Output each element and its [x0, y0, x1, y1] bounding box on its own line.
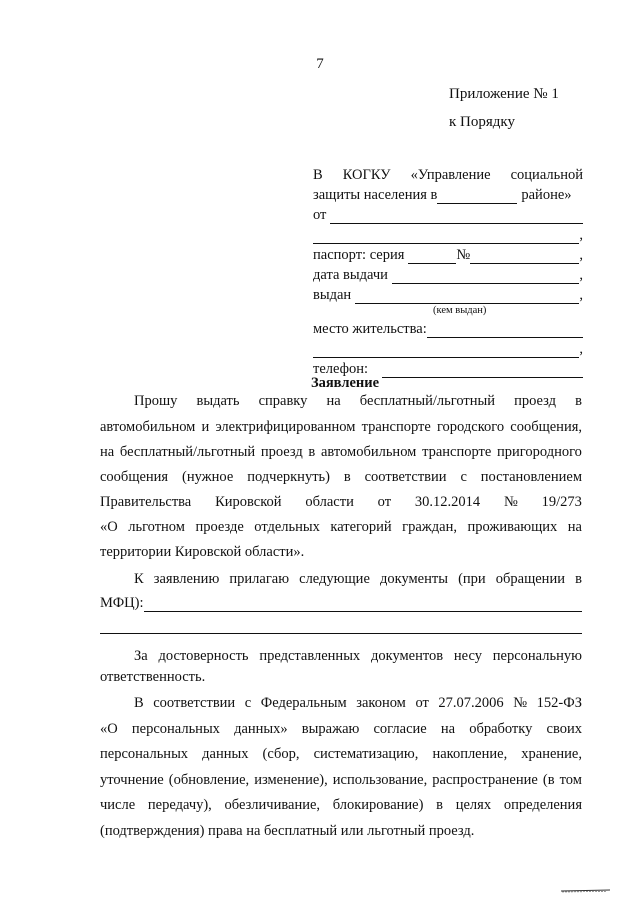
word: обезличивание, — [224, 797, 321, 813]
attachments-field[interactable] — [144, 596, 583, 612]
appendix-subtitle: к Порядку — [449, 114, 515, 130]
word: числе — [100, 797, 136, 813]
word: соответствии — [364, 469, 447, 485]
word: на — [326, 393, 341, 409]
word: обращении — [495, 571, 565, 587]
word: льготном — [128, 519, 185, 535]
residence-line-2 — [313, 338, 583, 358]
paragraph-line — [100, 493, 582, 511]
word: Федеральным — [260, 695, 347, 711]
word: и — [201, 419, 210, 435]
word: 27.07.2006 — [438, 695, 504, 711]
word: (сбор, — [262, 746, 300, 762]
word: Правительства — [100, 494, 192, 510]
addressee-line-2 — [313, 184, 583, 204]
word: законом — [356, 695, 406, 711]
word: блокирование) — [332, 797, 424, 813]
word: следующие — [299, 571, 370, 587]
word: постановлением — [480, 469, 582, 485]
word: прилагаю — [229, 571, 290, 587]
word: от — [377, 494, 392, 510]
word: проезд — [514, 393, 556, 409]
word: в — [343, 469, 351, 485]
word: достоверность — [158, 648, 249, 664]
word: граждан, — [402, 519, 457, 535]
from-line-2 — [313, 224, 583, 244]
word: на — [100, 444, 115, 460]
word: бесплатный/льготный — [119, 444, 256, 460]
word: несу — [453, 648, 482, 664]
word: том — [559, 772, 582, 788]
addressee-word: «Управление — [410, 167, 491, 183]
comma: , — [579, 247, 583, 263]
page-number: 7 — [316, 56, 324, 72]
from-field[interactable] — [330, 208, 583, 224]
comma: , — [579, 267, 583, 283]
from-field-2[interactable] — [313, 228, 579, 244]
paragraph-line — [134, 392, 582, 410]
word: В — [134, 695, 144, 711]
paragraph-line — [100, 518, 582, 536]
word: 19/273 — [541, 494, 582, 510]
paragraph-line — [100, 443, 582, 461]
word: пригородного — [497, 444, 582, 460]
district-label: защиты населения в — [313, 187, 438, 203]
word: на — [567, 519, 582, 535]
word: от — [415, 695, 429, 711]
comma: , — [579, 341, 583, 357]
word: изменение), — [254, 772, 328, 788]
paragraph-line — [134, 570, 582, 588]
issued-by-field[interactable] — [355, 288, 579, 304]
word: транспорте — [422, 444, 492, 460]
word: электрифицированном — [215, 419, 356, 435]
word: определения — [503, 797, 582, 813]
district-field[interactable] — [437, 188, 517, 204]
word: 152-ФЗ — [536, 695, 582, 711]
addressee-word: социальной — [510, 167, 583, 183]
word: персональных — [100, 746, 189, 762]
attachments-label: МФЦ): — [100, 595, 144, 611]
word: транспорте — [361, 419, 431, 435]
word: справку — [258, 393, 308, 409]
paragraph-line: ответственность. — [100, 669, 206, 685]
word: в — [308, 444, 316, 460]
word: данных — [202, 746, 249, 762]
addressee-word: В — [313, 167, 323, 183]
word: персональных — [131, 721, 220, 737]
word: Кировской — [215, 494, 282, 510]
word: представленных — [259, 648, 361, 664]
word: обработку — [469, 721, 533, 737]
residence-field-2[interactable] — [313, 342, 579, 358]
word: (нужное — [182, 469, 234, 485]
word: персональную — [492, 648, 582, 664]
issue-date-line — [313, 264, 583, 284]
paragraph-line — [100, 796, 582, 814]
word: использование, — [332, 772, 428, 788]
residence-line — [313, 318, 583, 338]
word: систематизацию, — [313, 746, 419, 762]
word: отдельных — [254, 519, 320, 535]
word: «О — [100, 721, 118, 737]
word: городского — [436, 419, 505, 435]
paragraph-line — [100, 468, 582, 486]
appendix-title: Приложение № 1 — [449, 86, 559, 102]
addressee-word: КОГКУ — [342, 167, 391, 183]
word: заявлению — [153, 571, 220, 587]
word: категорий — [330, 519, 392, 535]
word: Прошу — [134, 393, 178, 409]
attachments-field-2[interactable] — [100, 617, 582, 634]
passport-number-field[interactable] — [470, 248, 579, 264]
paragraph-line — [100, 720, 582, 738]
word: документы — [379, 571, 448, 587]
word: бесплатный/льготный — [359, 393, 495, 409]
paragraph-line — [134, 694, 582, 712]
word: с — [244, 695, 252, 711]
district-suffix: районе» — [521, 187, 572, 203]
issued-by-label: выдан — [313, 287, 352, 303]
issued-by-line — [313, 284, 583, 304]
word: уточнение — [100, 772, 164, 788]
signature-mark — [560, 887, 612, 893]
word: К — [134, 571, 144, 587]
paragraph-line: (подтверждения) права на бесплатный или льготный проезд. — [100, 823, 475, 839]
word: № — [513, 695, 528, 711]
passport-line — [313, 244, 583, 264]
word: передачу), — [147, 797, 212, 813]
word: своих — [546, 721, 582, 737]
paragraph-line — [134, 647, 582, 665]
word: выдать — [196, 393, 240, 409]
attachments-line-2 — [100, 616, 582, 634]
issued-by-caption: (кем выдан) — [433, 305, 487, 316]
word: в — [575, 393, 582, 409]
passport-number-label: № — [456, 247, 471, 263]
passport-label: паспорт: серия — [313, 247, 405, 263]
word: на — [440, 721, 456, 737]
word: хранение, — [521, 746, 582, 762]
word: сообщения — [100, 469, 169, 485]
phone-label: телефон: — [313, 361, 369, 377]
word: (при — [458, 571, 486, 587]
addressee-block — [313, 164, 583, 378]
word: с — [460, 469, 467, 485]
word: распространение — [432, 772, 538, 788]
paragraph-line — [100, 418, 582, 436]
word: согласие — [373, 721, 427, 737]
word: автомобильном — [320, 444, 417, 460]
paragraph-line — [100, 745, 582, 763]
word: № — [503, 494, 518, 510]
word: (обновление, — [168, 772, 250, 788]
paragraph-line — [100, 771, 582, 789]
word: 30.12.2014 — [414, 494, 481, 510]
word: в — [575, 571, 582, 587]
attachments-line — [100, 594, 582, 612]
comma: , — [579, 227, 583, 243]
word: проезде — [195, 519, 244, 535]
word: сообщения, — [510, 419, 582, 435]
from-label: от — [313, 207, 327, 223]
word: «О — [100, 519, 118, 535]
word: подчеркнуть) — [247, 469, 330, 485]
word: проживающих — [467, 519, 558, 535]
statement-heading: Заявление — [310, 375, 380, 391]
paragraph-line: территории Кировской области». — [100, 544, 305, 560]
addressee-line-1 — [313, 164, 583, 184]
word: области — [305, 494, 354, 510]
word: в — [436, 797, 444, 813]
word: данных» — [234, 721, 288, 737]
word: автомобильном — [100, 419, 196, 435]
word: накопление, — [432, 746, 508, 762]
residence-label: место жительства: — [313, 321, 427, 337]
word: За — [134, 648, 148, 664]
residence-field[interactable] — [427, 322, 583, 338]
word: (в — [542, 772, 555, 788]
issue-date-field[interactable] — [392, 268, 579, 284]
passport-series-field[interactable] — [408, 248, 456, 264]
word: проезд — [260, 444, 303, 460]
word: целях — [455, 797, 492, 813]
word: выражаю — [301, 721, 360, 737]
from-line — [313, 204, 583, 224]
word: соответствии — [153, 695, 236, 711]
word: документов — [370, 648, 444, 664]
comma: , — [579, 287, 583, 303]
issue-date-label: дата выдачи — [313, 267, 388, 283]
